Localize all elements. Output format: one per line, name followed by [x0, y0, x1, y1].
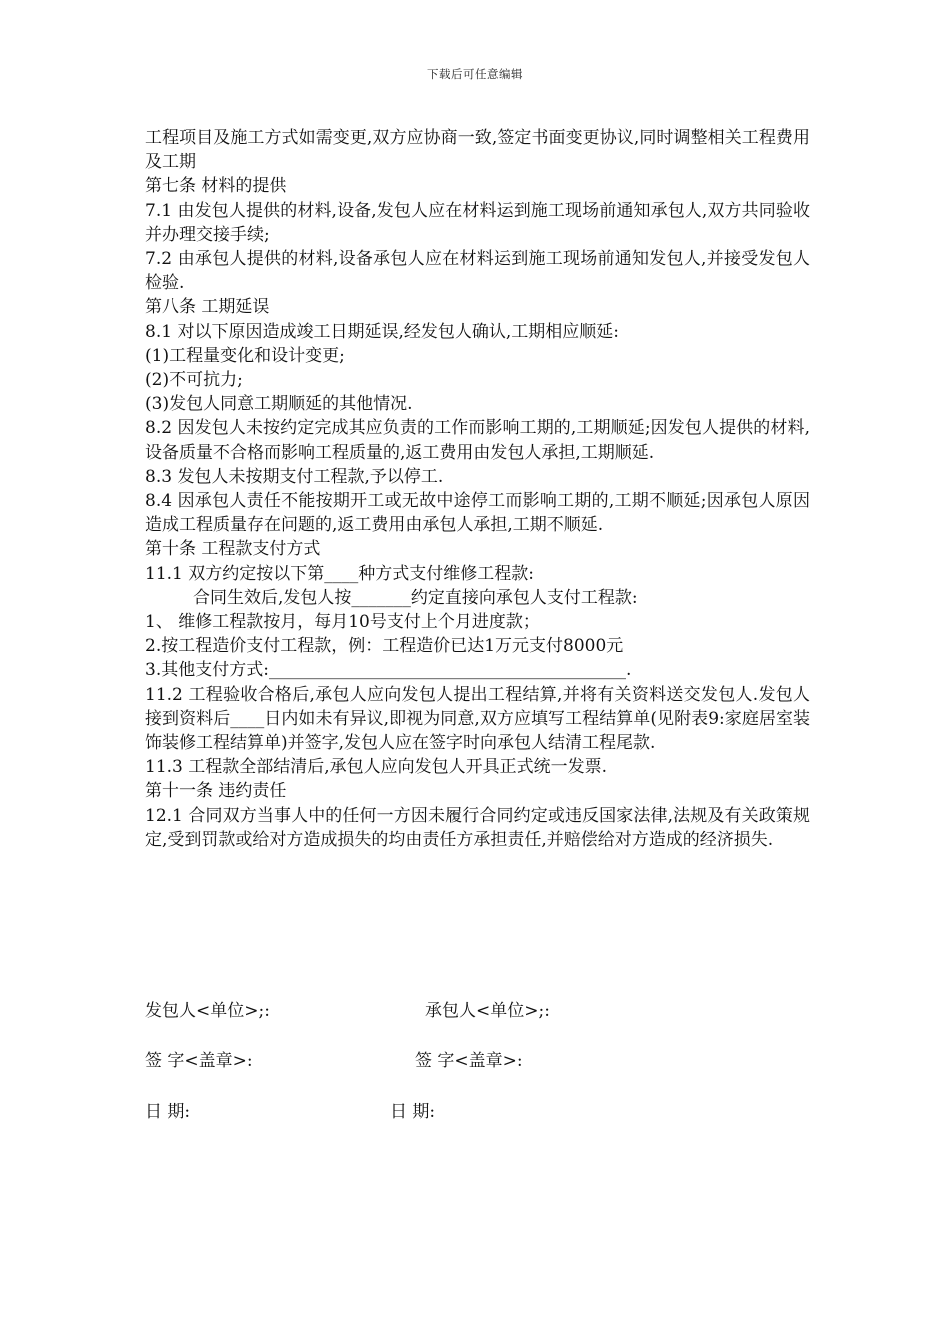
clause-8-1-item-1: (1)工程量变化和设计变更;: [145, 345, 345, 366]
paragraph-change-terms: 工程项目及施工方式如需变更,双方应协商一致,签定书面变更协议,同时调整相关工程费用及工期: [145, 128, 810, 173]
employer-signature-label: 签 字<盖章>:: [145, 1051, 253, 1071]
contractor-unit-label: 承包人<单位>;:: [425, 1001, 550, 1021]
clause-8-1-item-2: (2)不可抗力;: [145, 370, 243, 391]
clause-8-3: 8.3 发包人未按期支付工程款,予以停工.: [145, 466, 444, 487]
contractor-signature-label: 签 字<盖章>:: [415, 1051, 523, 1071]
clause-8-4: 8.4 因承包人责任不能按期开工或无故中途停工而影响工期的,工期不顺延;因承包人原因造成工程质量存在问题的,返工费用由承包人承担,工期不顺延.: [145, 491, 810, 536]
contract-body: [145, 126, 810, 852]
section-heading-liability: 第十一条 违约责任: [145, 781, 287, 802]
employer-date-label: 日 期:: [145, 1102, 191, 1122]
clause-8-1-item-3: (3)发包人同意工期顺延的其他情况.: [145, 394, 413, 415]
clause-7-2: 7.2 由承包人提供的材料,设备承包人应在材料运到施工现场前通知发包人,并接受发包人检验.: [145, 249, 810, 294]
clause-12-1: 12.1 合同双方当事人中的任何一方因未履行合同约定或违反国家法律,法规及有关政策规定,受到罚款或给对方造成损失的均由责任方承担责任,并赔偿给对方造成的经济损失.: [145, 805, 810, 850]
clause-11-2: 11.2 工程验收合格后,承包人应向发包人提出工程结算,并将有关资料送交发包人.发包人接到资料后____日内如未有异议,即视为同意,双方应填写工程结算单(见附表9:家庭居室装饰装修工程结算单)并签字,发包人应在签字时向承包人结清工程尾款.: [145, 684, 810, 754]
clause-8-1: 8.1 对以下原因造成竣工日期延误,经发包人确认,工期相应顺延:: [145, 321, 619, 342]
payment-option-2: 2.按工程造价支付工程款，例：工程造价已达1万元支付8000元: [145, 636, 624, 657]
clause-11-3: 11.3 工程款全部结清后,承包人应向发包人开具正式统一发票.: [145, 757, 608, 778]
contractor-date-label: 日 期:: [390, 1102, 436, 1122]
payment-option-3: 3.其他支付方式:__________________________________________.: [145, 660, 632, 681]
clause-8-2: 8.2 因发包人未按约定完成其应负责的工作而影响工期的,工期顺延;因发包人提供的材料,设备质量不合格而影响工程质量的,返工费用由发包人承担,工期顺延.: [145, 418, 810, 463]
section-heading-materials: 第七条 材料的提供: [145, 176, 287, 197]
payment-option-1: 1、 维修工程款按月，每月10号支付上个月进度款；: [145, 612, 540, 633]
section-heading-payment: 第十条 工程款支付方式: [145, 539, 321, 560]
clause-7-1: 7.1 由发包人提供的材料,设备,发包人应在材料运到施工现场前通知承包人,双方共同验收并办理交接手续;: [145, 200, 810, 245]
clause-11-1: 11.1 双方约定按以下第____种方式支付维修工程款:: [145, 563, 534, 584]
section-heading-delay: 第八条 工期延误: [145, 297, 270, 318]
page-header: 下载后可任意编辑: [427, 67, 523, 81]
employer-unit-label: 发包人<单位>;:: [145, 1001, 270, 1021]
clause-11-1-direct-payment: 合同生效后,发包人按_______约定直接向承包人支付工程款:: [193, 587, 638, 608]
